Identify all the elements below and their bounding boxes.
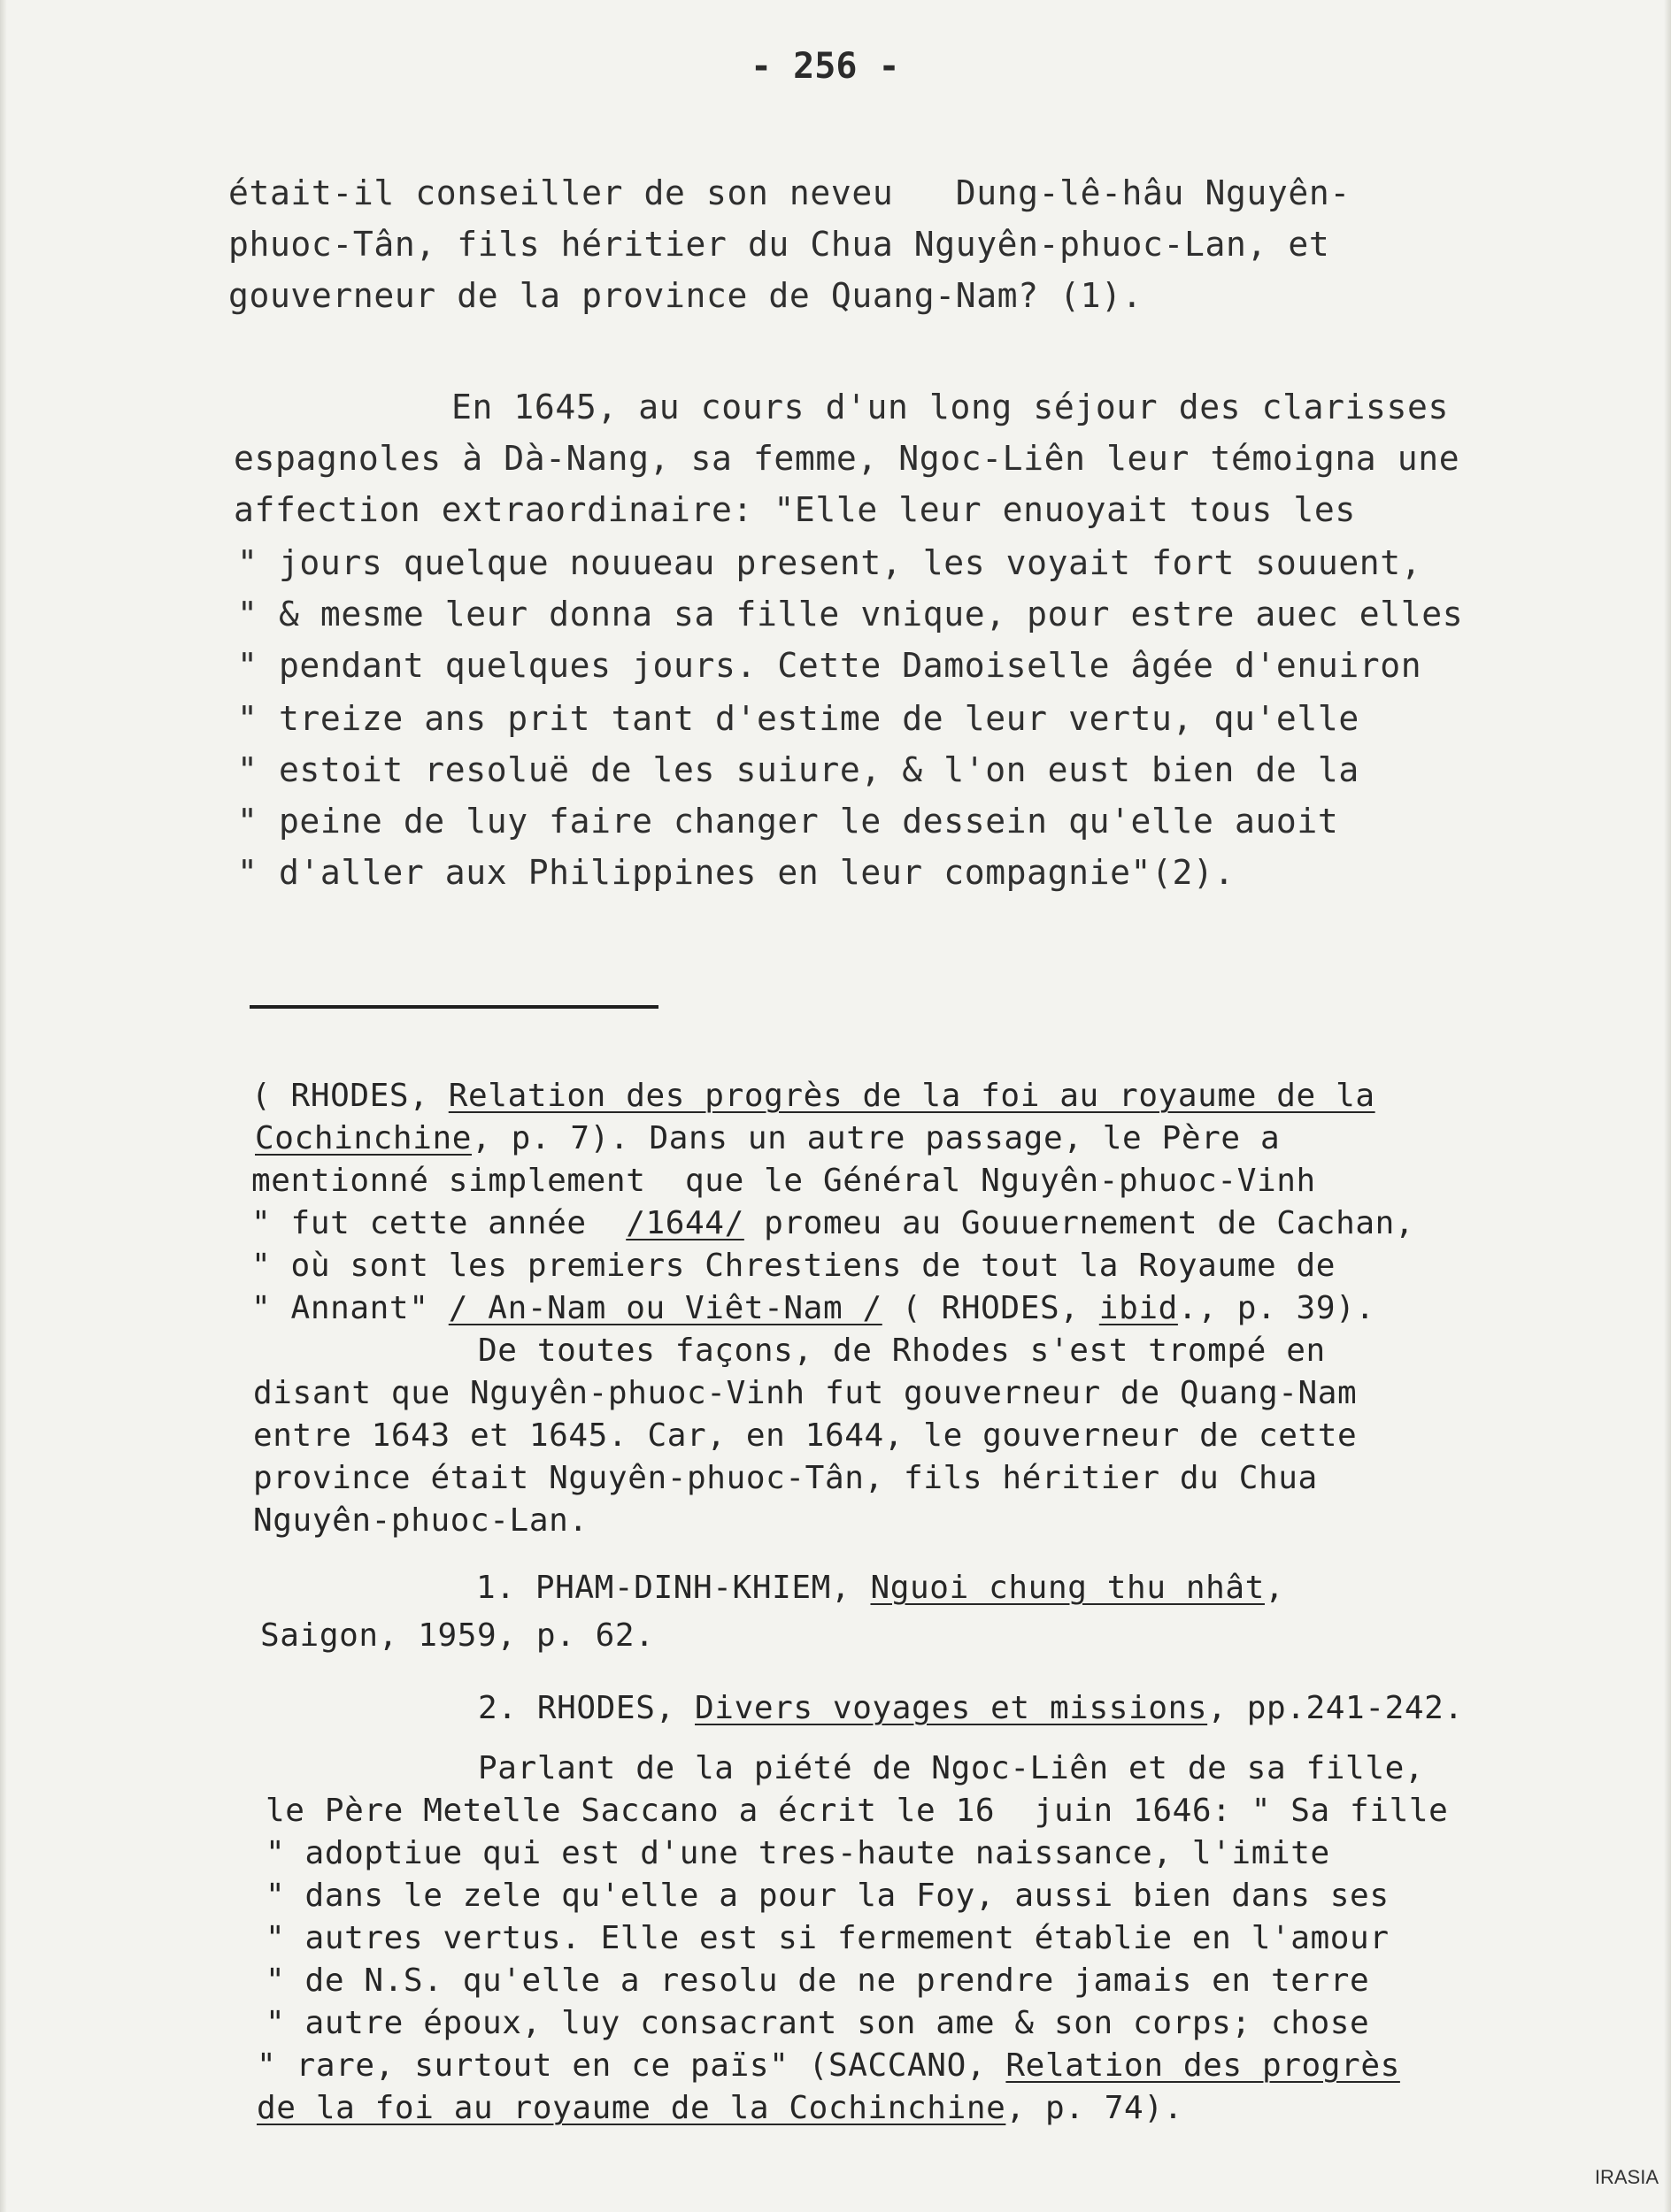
- footnote-2: 2. RHODES, Divers voyages et missions, pp.241-242.: [478, 1690, 1464, 1726]
- work-title: Cochinchine: [255, 1120, 473, 1156]
- page-edge-right: [1664, 0, 1671, 2212]
- note-line: " où sont les premiers Chrestiens de tout la Royaume de: [251, 1248, 1336, 1284]
- body-line: gouverneur de la province de Quang-Nam? (1).: [228, 276, 1144, 315]
- page-edge-left: [0, 0, 7, 2212]
- note-line: Nguyên-phuoc-Lan.: [253, 1502, 589, 1539]
- work-title: Nguoi chung thu nhât: [870, 1570, 1265, 1606]
- note-line: " adoptiue qui est d'une tres-haute naissance, l'imite: [266, 1835, 1330, 1871]
- work-title: Relation des progrès: [1005, 2047, 1400, 2084]
- note-line: mentionné simplement que le Général Nguyên-phuoc-Vinh: [251, 1163, 1316, 1199]
- note-line: De toutes façons, de Rhodes s'est trompé en: [478, 1333, 1326, 1369]
- note-line: Cochinchine, p. 7). Dans un autre passage, le Père a: [255, 1120, 1281, 1156]
- note-line: le Père Metelle Saccano a écrit le 16 juin 1646: " Sa fille: [266, 1793, 1449, 1829]
- note-line: de la foi au royaume de la Cochinchine, p. 74).: [257, 2090, 1183, 2126]
- note-line: " autres vertus. Elle est si fermement établie en l'amour: [266, 1920, 1390, 1956]
- body-line: phuoc-Tân, fils héritier du Chua Nguyên-phuoc-Lan, et: [228, 225, 1330, 264]
- note-line: disant que Nguyên-phuoc-Vinh fut gouverneur de Quang-Nam: [253, 1375, 1358, 1411]
- note-line: entre 1643 et 1645. Car, en 1644, le gouverneur de cette: [253, 1417, 1358, 1454]
- body-line: était-il conseiller de son neveu Dung-lê-hâu Nguyên-: [228, 173, 1351, 212]
- editorial-bracket: /1644/: [626, 1205, 744, 1241]
- body-line: En 1645, au cours d'un long séjour des clarisses: [451, 388, 1449, 426]
- body-line: " treize ans prit tant d'estime de leur vertu, qu'elle: [237, 699, 1359, 738]
- work-title: Divers voyages et missions: [695, 1690, 1208, 1726]
- footnote-1-line: Saigon, 1959, p. 62.: [260, 1617, 655, 1654]
- note-line: " dans le zele qu'elle a pour la Foy, aussi bien dans ses: [266, 1878, 1390, 1914]
- ibid-ref: ibid: [1098, 1290, 1178, 1326]
- work-title: Relation des progrès de la foi au royaume de la: [448, 1078, 1375, 1114]
- footnote-1: 1. PHAM-DINH-KHIEM, Nguoi chung thu nhât,: [476, 1570, 1285, 1606]
- note-line: " autre époux, luy consacrant son ame & son corps; chose: [266, 2005, 1370, 2041]
- footnote-separator: [250, 1005, 658, 1009]
- note-line: " fut cette année /1644/ promeu au Gouuernement de Cachan,: [251, 1205, 1415, 1241]
- work-title: de la foi au royaume de la Cochinchine: [257, 2090, 1006, 2126]
- note-line: Parlant de la piété de Ngoc-Liên et de sa fille,: [478, 1750, 1425, 1786]
- body-line: " & mesme leur donna sa fille vnique, pour estre auec elles: [237, 595, 1464, 634]
- body-line: " d'aller aux Philippines en leur compagnie"(2).: [237, 853, 1235, 892]
- body-line: affection extraordinaire: "Elle leur enuoyait tous les: [234, 490, 1356, 529]
- body-line: espagnoles à Dà-Nang, sa femme, Ngoc-Liên leur témoigna une: [234, 439, 1460, 478]
- editorial-bracket: / An-Nam ou Viêt-Nam /: [448, 1290, 882, 1326]
- note-line: " rare, surtout en ce païs" (SACCANO, Relation des progrès: [257, 2047, 1400, 2084]
- body-line: " peine de luy faire changer le dessein qu'elle auoit: [237, 802, 1339, 841]
- body-line: " pendant quelques jours. Cette Damoiselle âgée d'enuiron: [237, 646, 1422, 685]
- note-line: " de N.S. qu'elle a resolu de ne prendre jamais en terre: [266, 1962, 1370, 1999]
- note-line: province était Nguyên-phuoc-Tân, fils héritier du Chua: [253, 1460, 1318, 1496]
- irasia-watermark: IRASIA: [1594, 2166, 1659, 2188]
- page-number: - 256 -: [751, 46, 900, 87]
- note-line: ( RHODES, Relation des progrès de la foi au royaume de la: [251, 1078, 1375, 1114]
- body-line: " jours quelque nouueau present, les voyait fort souuent,: [237, 543, 1422, 582]
- body-line: " estoit resoluë de les suiure, & l'on eust bien de la: [237, 750, 1359, 789]
- note-line: " Annant" / An-Nam ou Viêt-Nam / ( RHODES, ibid., p. 39).: [251, 1290, 1375, 1326]
